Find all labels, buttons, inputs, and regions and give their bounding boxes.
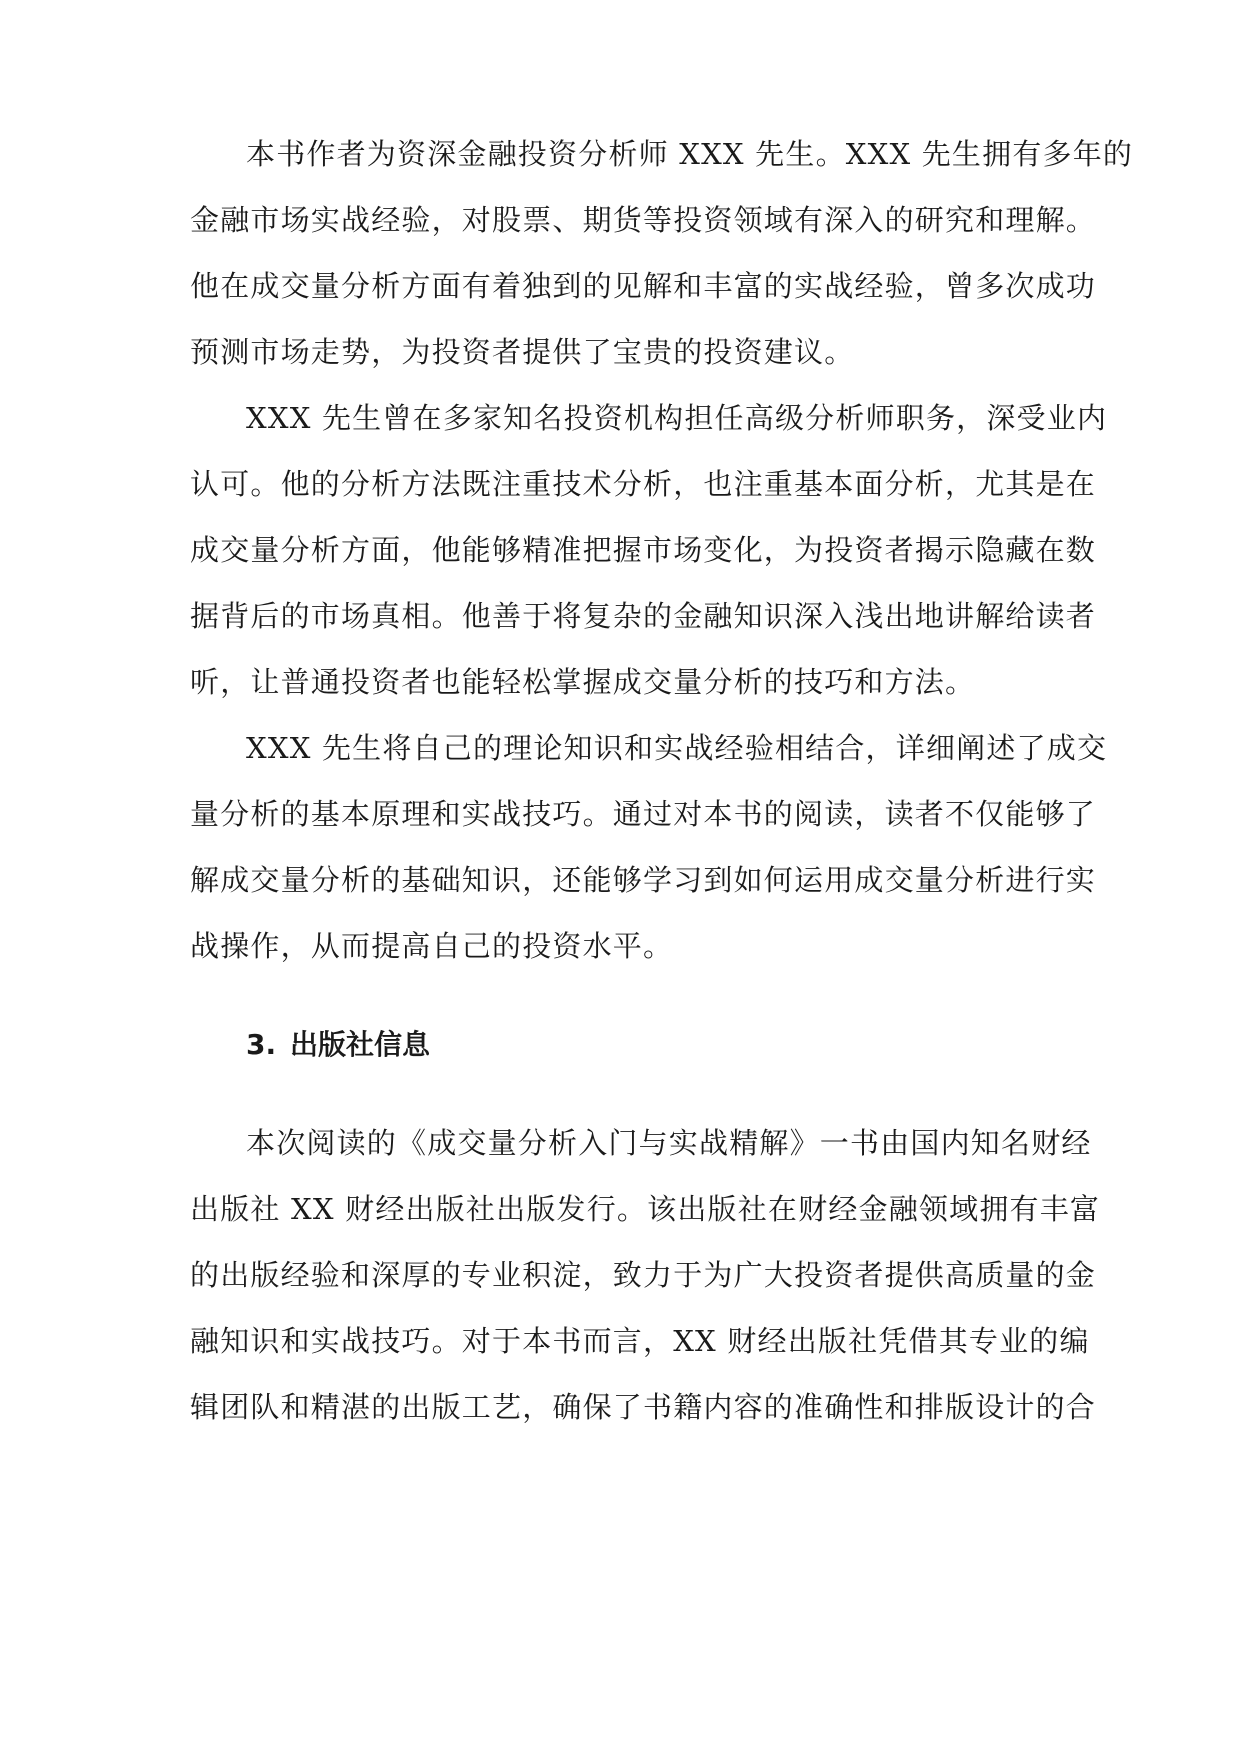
- paragraph-1-line-1: 本书作者为资深金融投资分析师 XXX 先生。XXX 先生拥有多年的: [246, 137, 1134, 171]
- paragraph-2-line-5: 听，让普通投资者也能轻松掌握成交量分析的技巧和方法。: [190, 665, 976, 699]
- paragraph-3-line-3: 解成交量分析的基础知识，还能够学习到如何运用成交量分析进行实: [190, 863, 1097, 897]
- publisher-paragraph-line-2: 出版社 XX 财经出版社出版发行。该出版社在财经金融领域拥有丰富: [190, 1192, 1101, 1226]
- publisher-paragraph-line-1: 本次阅读的《成交量分析入门与实战精解》一书由国内知名财经: [246, 1126, 1092, 1160]
- paragraph-2-line-1: XXX 先生曾在多家知名投资机构担任高级分析师职务，深受业内: [246, 401, 1108, 435]
- publisher-paragraph-line-3: 的出版经验和深厚的专业积淀，致力于为广大投资者提供高质量的金: [190, 1258, 1097, 1292]
- paragraph-2-line-2: 认可。他的分析方法既注重技术分析，也注重基本面分析，尤其是在: [190, 467, 1097, 501]
- section-number: 3.: [246, 1028, 277, 1061]
- paragraph-3-line-2: 量分析的基本原理和实战技巧。通过对本书的阅读，读者不仅能够了: [190, 797, 1097, 831]
- publisher-paragraph-line-4: 融知识和实战技巧。对于本书而言，XX 财经出版社凭借其专业的编: [190, 1324, 1090, 1358]
- paragraph-2-line-3: 成交量分析方面，他能够精准把握市场变化，为投资者揭示隐藏在数: [190, 533, 1097, 567]
- paragraph-2-line-4: 据背后的市场真相。他善于将复杂的金融知识深入浅出地讲解给读者: [190, 599, 1097, 633]
- paragraph-1-line-3: 他在成交量分析方面有着独到的见解和丰富的实战经验，曾多次成功: [190, 269, 1097, 303]
- section-heading: [246, 1025, 430, 1065]
- paragraph-3-line-1: XXX 先生将自己的理论知识和实战经验相结合，详细阐述了成交: [246, 731, 1108, 765]
- paragraph-3-line-4: 战操作，从而提高自己的投资水平。: [190, 929, 674, 963]
- section-title: 出版社信息: [290, 1028, 431, 1061]
- paragraph-1-line-4: 预测市场走势，为投资者提供了宝贵的投资建议。: [190, 335, 855, 369]
- publisher-paragraph-line-5: 辑团队和精湛的出版工艺，确保了书籍内容的准确性和排版设计的合: [190, 1390, 1097, 1424]
- paragraph-1-line-2: 金融市场实战经验，对股票、期货等投资领域有深入的研究和理解。: [190, 203, 1097, 237]
